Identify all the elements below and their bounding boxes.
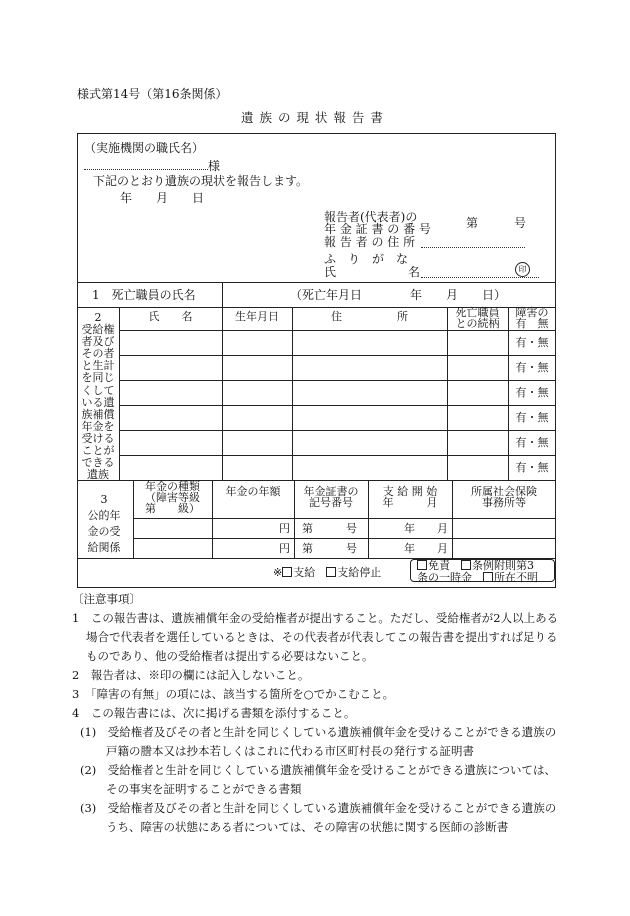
table-cell-input[interactable] <box>224 332 290 353</box>
start-date-field[interactable]: 年 月 <box>404 542 448 555</box>
office-input[interactable] <box>454 540 554 556</box>
report-date: 年 月 日 <box>120 191 205 205</box>
reporter-label-1: 報告者(代表者)の <box>324 210 418 224</box>
table-cell-input[interactable] <box>449 357 506 378</box>
furigana-label: ふ り が な <box>324 252 409 266</box>
table-cell-input[interactable] <box>121 457 220 478</box>
column-header: 生年月日 <box>235 310 279 323</box>
column-header: 所属社会保険 事務所等 <box>471 485 537 509</box>
column-header: 年金証書の 記号番号 <box>303 485 359 509</box>
table-cell-input[interactable] <box>224 457 290 478</box>
reporter-label-2: 年 金 証 書 の 番 号 <box>324 222 431 236</box>
pension-number-field[interactable]: 第 号 <box>466 216 527 230</box>
checkbox[interactable] <box>483 572 493 582</box>
table-cell-input[interactable] <box>121 382 220 403</box>
agency-label: （実施機関の職氏名） <box>84 141 205 155</box>
grid-line <box>119 455 556 456</box>
option-payment: 支給 <box>293 566 316 579</box>
table-cell-input[interactable] <box>294 457 445 478</box>
deceased-name-label: 1 死亡職員の氏名 <box>92 288 196 302</box>
status-options <box>273 566 381 579</box>
table-cell-input[interactable] <box>224 432 290 453</box>
page-title: 遺 族 の 現 状 報 告 書 <box>241 110 384 125</box>
agency-name-field[interactable] <box>84 157 220 173</box>
table-cell-input[interactable] <box>121 432 220 453</box>
grid-line <box>119 380 556 381</box>
office-input[interactable] <box>454 520 554 536</box>
pension-amount-field[interactable]: 円 <box>279 542 290 555</box>
table-cell-input[interactable] <box>449 432 506 453</box>
table-cell-input[interactable] <box>121 357 220 378</box>
table-cell-input[interactable] <box>121 407 220 428</box>
note-item: 3 「障害の有無」の項には、該当する箇所を○でかこむこと。 <box>72 687 395 701</box>
special-status-box <box>410 559 555 582</box>
reporter-name-label: 氏 名 <box>324 265 421 279</box>
table-cell-input[interactable] <box>449 457 506 478</box>
note-item: 2 報告者は、※印の欄には記入しないこと。 <box>72 668 310 682</box>
grid-line <box>119 330 556 331</box>
table-cell-input[interactable] <box>449 382 506 403</box>
start-date-field[interactable]: 年 月 <box>404 522 448 535</box>
table-cell-input[interactable] <box>224 382 290 403</box>
sama-label: 様 <box>208 159 221 173</box>
checkbox[interactable] <box>461 560 471 570</box>
table-cell-input[interactable] <box>121 332 220 353</box>
certificate-number-field[interactable]: 第 号 <box>302 542 357 555</box>
option-lump-sum: 条の一時金 <box>417 570 472 584</box>
option-unknown-location: 所在不明 <box>494 570 538 584</box>
certificate-number-field[interactable]: 第 号 <box>302 522 357 535</box>
column-header: 年金の種類 （障害等級 第 級） <box>145 480 200 515</box>
column-header: 住 所 <box>331 310 408 323</box>
column-header: 年金の年額 <box>225 485 281 498</box>
grid-line <box>133 538 556 539</box>
disability-toggle[interactable]: 有・無 <box>515 361 549 374</box>
pension-type-input[interactable] <box>135 540 210 556</box>
note-sub-item: (3) 受給権者及びその者と生計を同じくしている遺族補償年金を受けることができる遺族のうち、障害の状態にある者については、その障害の状態に関する医師の診断書 <box>80 801 557 834</box>
table-cell-input[interactable] <box>294 407 445 428</box>
column-header: 死亡職員 との続柄 <box>455 306 500 330</box>
table-cell-input[interactable] <box>224 407 290 428</box>
table-cell-input[interactable] <box>449 407 506 428</box>
pension-section-label: 3 公的年 金の受 給関係 <box>87 493 121 554</box>
mark-label: ※ <box>273 566 283 579</box>
checkbox[interactable] <box>417 560 427 570</box>
reporter-label-3: 報 告 者 の 住 所 <box>324 235 416 249</box>
grid-line <box>119 405 556 406</box>
option-exempt: 免責 <box>428 559 450 572</box>
column-header: 支 給 開 始 年 月 <box>382 485 438 509</box>
table-cell-input[interactable] <box>294 357 445 378</box>
table-cell-input[interactable] <box>294 382 445 403</box>
table-cell-input[interactable] <box>294 332 445 353</box>
checkbox[interactable] <box>326 567 336 577</box>
note-sub-item: (1) 受給権者及びその者と生計を同じくしている遺族補償年金を受けることができる遺族の戸籍の謄本又は抄本若しくはこれに代わる市区町村長の発行する証明書 <box>80 725 557 758</box>
grid-line <box>133 518 556 519</box>
beneficiary-section-label: 2 受給権 者及び その者 と生計 を同じ くして いる遺 族補償 年金を 受ける ことが できる 遺族 <box>81 311 115 482</box>
table-cell-input[interactable] <box>224 357 290 378</box>
form-number: 様式第14号（第16条関係） <box>77 87 228 101</box>
disability-toggle[interactable]: 有・無 <box>515 436 549 449</box>
death-date-field[interactable]: （死亡年月日 年 月 日） <box>290 288 507 302</box>
notes-heading: 〔注意事項〕 <box>72 592 141 606</box>
note-sub-item: (2) 受給権者と生計を同じくしている遺族補償年金を受けることができる遺族については、その事実を証明することができる書類 <box>80 763 557 796</box>
table-cell-input[interactable] <box>449 332 506 353</box>
disability-toggle[interactable]: 有・無 <box>515 461 549 474</box>
column-header: 障害の 有 無 <box>515 306 549 330</box>
pension-type-input[interactable] <box>135 520 210 536</box>
disability-toggle[interactable]: 有・無 <box>515 411 549 424</box>
seal-icon: 印 <box>515 262 530 277</box>
disability-toggle[interactable]: 有・無 <box>515 336 549 349</box>
pension-amount-field[interactable]: 円 <box>279 522 290 535</box>
option-supplement: 条例附則第3 <box>472 559 534 572</box>
note-item: 1 この報告書は、遺族補償年金の受給権者が提出すること。ただし、受給権者が2人以上ある場合で代表者を選任しているときは、その代表者が代表してこの報告書を提出すれば足りるものであり、他の受給権者は提出する必要はないこと。 <box>72 611 559 663</box>
column-header: 氏 名 <box>148 310 193 323</box>
checkbox[interactable] <box>282 567 292 577</box>
reporter-address-field[interactable] <box>421 236 525 251</box>
disability-toggle[interactable]: 有・無 <box>515 386 549 399</box>
grid-line <box>119 430 556 431</box>
option-suspend: 支給停止 <box>337 566 382 579</box>
grid-line <box>119 355 556 356</box>
table-cell-input[interactable] <box>294 432 445 453</box>
report-message: 下記のとおり遺族の現状を報告します。 <box>93 174 309 188</box>
note-item: 4 この報告書には、次に掲げる書類を添付すること。 <box>72 706 356 720</box>
notes-section <box>72 590 567 837</box>
